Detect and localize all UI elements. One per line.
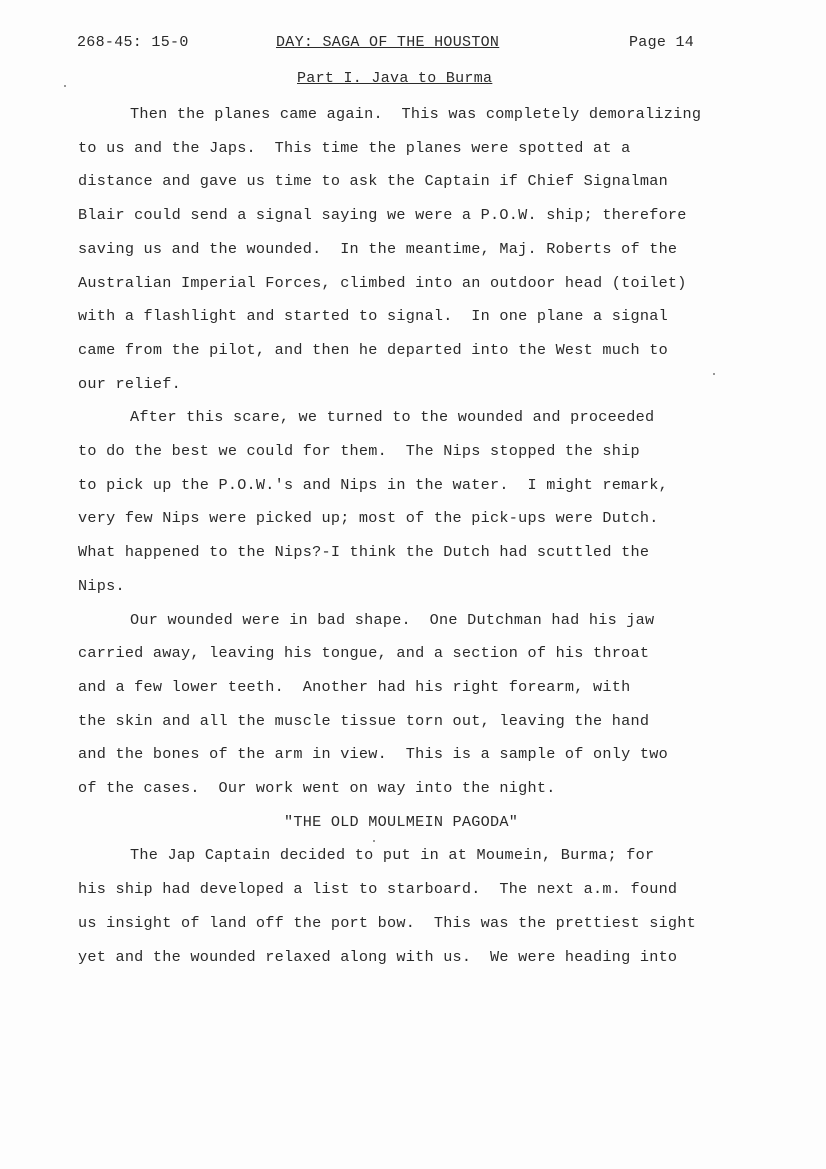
text-line: very few Nips were picked up; most of the pick-ups were Dutch.	[78, 509, 659, 528]
text-line: to pick up the P.O.W.'s and Nips in the water. I might remark,	[78, 475, 668, 494]
text-line: of the cases. Our work went on way into the night.	[78, 779, 556, 798]
text-line: saving us and the wounded. In the meantime, Maj. Roberts of the	[78, 239, 678, 258]
text-line: Nips.	[78, 576, 125, 595]
text-line: our relief.	[78, 374, 182, 393]
text-line: carried away, leaving his tongue, and a section of his throat	[78, 644, 650, 663]
text-line: Australian Imperial Forces, climbed into an outdoor head (toilet)	[78, 273, 687, 292]
text-line: distance and gave us time to ask the Captain if Chief Signalman	[78, 172, 668, 191]
text-line: and the bones of the arm in view. This is a sample of only two	[78, 745, 668, 764]
text-line: and a few lower teeth. Another had his right forearm, with	[78, 677, 631, 696]
section-subtitle: Part I. Java to Burma	[297, 70, 493, 87]
text-line: to do the best we could for them. The Nips stopped the ship	[78, 442, 640, 461]
text-line: Then the planes came again. This was completely demoralizing	[130, 105, 702, 123]
text-line: came from the pilot, and then he departed into the West much to	[78, 340, 668, 359]
page-number: Page 14	[629, 34, 695, 51]
text-line: What happened to the Nips?-I think the Dutch had scuttled the	[78, 543, 650, 562]
text-line: The Jap Captain decided to put in at Moumein, Burma; for	[130, 846, 655, 865]
text-line: After this scare, we turned to the wounded and proceeded	[130, 408, 655, 427]
document-reference: 268-45: 15-0	[77, 34, 189, 51]
text-line: his ship had developed a list to starboard. The next a.m. found	[78, 880, 678, 899]
text-line: Our wounded were in bad shape. One Dutchman had his jaw	[130, 610, 655, 629]
text-line: us insight of land off the port bow. This was the prettiest sight	[78, 913, 697, 932]
section-heading: "THE OLD MOULMEIN PAGODA"	[284, 812, 519, 831]
paper-speck	[713, 373, 715, 375]
text-line: with a flashlight and started to signal. In one plane a signal	[78, 307, 668, 326]
text-line: the skin and all the muscle tissue torn out, leaving the hand	[78, 711, 650, 730]
document-title: DAY: SAGA OF THE HOUSTON	[276, 34, 500, 51]
body-text	[78, 98, 768, 974]
text-line: yet and the wounded relaxed along with us. We were heading into	[78, 947, 678, 966]
paper-speck	[373, 840, 375, 842]
text-line: Blair could send a signal saying we were a P.O.W. ship; therefore	[78, 206, 687, 225]
text-line: to us and the Japs. This time the planes were spotted at a	[78, 138, 631, 157]
paper-speck	[64, 85, 66, 87]
